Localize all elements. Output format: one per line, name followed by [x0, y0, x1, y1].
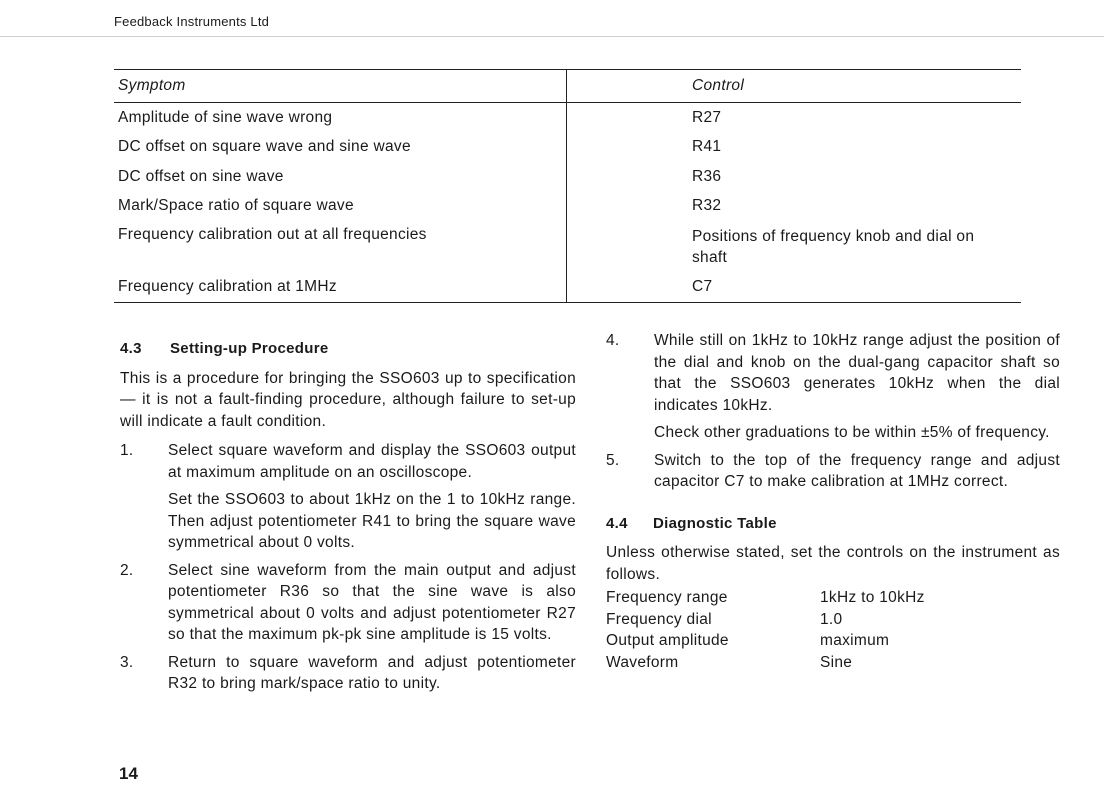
symptom-cell: Amplitude of sine wave wrong	[118, 108, 333, 126]
symptom-cell: DC offset on sine wave	[118, 167, 284, 185]
table-row	[114, 272, 1021, 302]
setting-label: Frequency dial	[606, 610, 712, 628]
control-settings-list	[606, 587, 1060, 673]
section-number: 4.4	[606, 514, 628, 532]
column-header-control: Control	[692, 77, 745, 94]
step-number: 4.	[606, 332, 620, 349]
procedure-step	[120, 652, 576, 695]
table-row	[114, 221, 1021, 272]
control-cell: C7	[692, 277, 713, 295]
symptom-cell: Mark/Space ratio of square wave	[118, 197, 354, 215]
step-text: Return to square waveform and adjust potentiometer R32 to bring mark/space ratio to unity.	[168, 653, 576, 692]
table-row	[114, 133, 1021, 163]
section-heading	[606, 513, 1060, 535]
section-title: Diagnostic Table	[653, 514, 777, 532]
symptom-cell: Frequency calibration at 1MHz	[118, 277, 337, 295]
column-header-symptom: Symptom	[118, 77, 186, 94]
setting-value: maximum	[820, 632, 890, 649]
procedure-step	[120, 440, 576, 554]
header-divider	[0, 36, 1104, 37]
procedure-step	[606, 450, 1060, 493]
step-number: 1.	[120, 442, 134, 459]
setting-label: Output amplitude	[606, 632, 729, 649]
control-cell: Positions of frequency knob and dial on shaft	[692, 228, 975, 266]
setting-value: 1.0	[820, 610, 843, 628]
table-column-divider	[566, 70, 567, 302]
table-header-row	[114, 70, 1021, 103]
control-cell: R27	[692, 108, 722, 126]
step-text: Check other graduations to be within ±5% of frequency.	[654, 424, 1050, 441]
section-number: 4.3	[120, 340, 142, 357]
setting-value: 1kHz to 10kHz	[820, 589, 925, 606]
control-cell: R41	[692, 138, 722, 156]
table-row	[114, 192, 1021, 222]
page-number: 14	[119, 764, 138, 783]
setting-value: Sine	[820, 653, 853, 671]
table-row	[114, 103, 1021, 133]
procedure-step	[606, 330, 1060, 444]
step-text: While still on 1kHz to 10kHz range adjust the position of the dial and knob on the dual-gang capacitor shaft so that the SSO603 generates 10kHz when the dial indicates 10kHz.	[654, 332, 1060, 414]
table-row	[114, 162, 1021, 192]
step-text: Select square waveform and display the SSO603 output at maximum amplitude on an oscilloscope.	[168, 442, 576, 481]
setting-label: Waveform	[606, 653, 679, 671]
section-intro: Unless otherwise stated, set the controls on the instrument as follows.	[606, 544, 1060, 583]
symptom-cell: DC offset on square wave and sine wave	[118, 138, 411, 156]
symptom-cell: Frequency calibration out at all frequencies	[118, 226, 427, 243]
step-number: 5.	[606, 451, 620, 469]
step-text: Set the SSO603 to about 1kHz on the 1 to 10kHz range. Then adjust potentiometer R41 to bring the square wave symmetrical about 0 volts.	[168, 491, 576, 551]
step-number: 3.	[120, 653, 134, 671]
symptom-control-table	[114, 69, 1021, 303]
procedure-step	[120, 560, 576, 646]
step-text: Switch to the top of the frequency range and adjust capacitor C7 to make calibration at 1MHz correct.	[654, 451, 1060, 490]
section-intro: This is a procedure for bringing the SSO603 up to specification — it is not a fault-finding procedure, although failure to set-up will indicate a fault condition.	[120, 369, 576, 430]
section-heading	[120, 338, 576, 360]
step-number: 2.	[120, 561, 134, 579]
section-title: Setting-up Procedure	[170, 340, 329, 357]
right-column	[606, 330, 1060, 673]
control-cell: R32	[692, 197, 722, 215]
setting-label: Frequency range	[606, 589, 728, 606]
control-cell: R36	[692, 167, 722, 185]
left-column	[120, 338, 576, 701]
running-header: Feedback Instruments Ltd	[114, 14, 270, 29]
step-text: Select sine waveform from the main output and adjust potentiometer R36 so that the sine wave is also symmetrical about 0 volts and adjust potentiometer R27 so that the maximum pk-pk sine amplitude is 15 volts.	[168, 561, 576, 643]
